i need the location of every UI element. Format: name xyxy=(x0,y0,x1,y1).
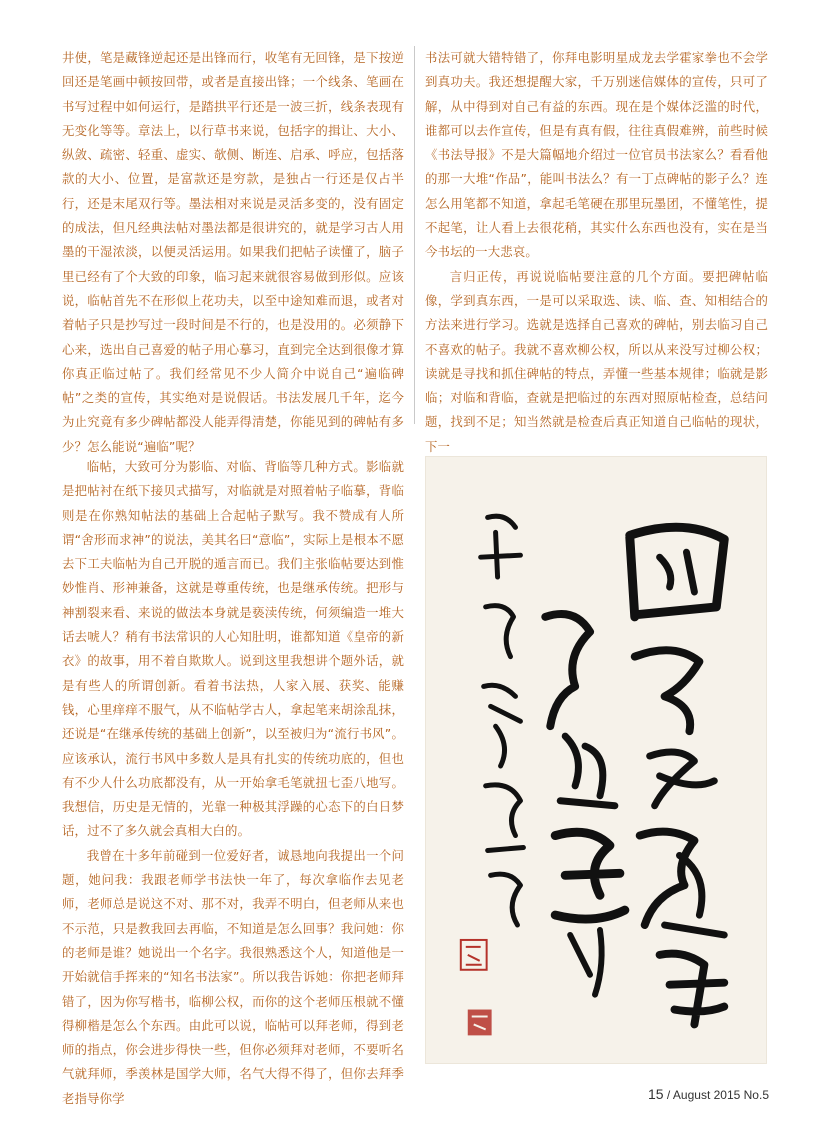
paragraph: 井使，笔是藏锋逆起还是出锋而行，收笔有无回锋，是下按逆回还是笔画中顿按回带，或者是直接出锋；一个线条、笔画在书写过程中如何运行，是踏拱平行还是一波三折，线条表现有无变化等等。章法上，以行草书来说，包括字的揖让、大小、纵敛、疏密、轻重、虚实、欹侧、断连、启承、呼应，包括落款的大小、位置，是富款还是穷款，是独占一行还是仅占半行，还是末尾双行等。墨法相对来说是灵活多变的，没有固定的成法，但凡经典法帖对墨法都是很讲究的，就是学习古人用墨的干湿浓淡，以便灵活运用。如果我们把帖子读懂了，脑子里已经有了个大致的印象，临习起来就很容易做到形似。应该说，临帖首先不在形似上花功夫，以至中途知难而退，或者对着帖子只是抄写过一段时间是不行的，也是没用的。必须静下心来，选出自己喜爱的帖子用心摹习，直到完全达到很像才算你真正临过帖了。我们经常见不少人简介中说自己“遍临碑帖”之类的宣传，其实绝对是说假话。书法发展几千年，迄今为止究竟有多少碑帖都没人能弄得清楚，你能见到的碑帖有多少？怎么能说“遍临”呢？ xyxy=(62,50,404,454)
issue-label: August 2015 No.5 xyxy=(672,1088,769,1102)
page-number: 15 xyxy=(648,1086,664,1102)
paragraph: 书法可就大错特错了，你拜电影明星成龙去学霍家拳也不会学到真功夫。我还想提醒大家，千万别迷信媒体的宣传，只可了解，从中得到对自己有益的东西。现在是个媒体泛滥的时代，谁都可以去作宣传，但是有真有假，往往真假难辨，前些时候《书法导报》不是大篇幅地介绍过一位官员书法家么？看看他的那一大堆“作品”，能叫书法么？有一丁点碑帖的影子么？连怎么用笔都不知道，拿起毛笔硬在那里玩墨团，不懂笔性，提不起笔，让人看上去很花稍，其实什么东西也没有，实在是当今书坛的一大悲哀。 xyxy=(425,50,768,260)
calligraphy-artwork xyxy=(425,456,767,1064)
column-divider xyxy=(414,46,415,424)
left-column-top-text xyxy=(62,46,404,454)
calligraphy-scroll-icon xyxy=(426,457,766,1063)
paragraph: 我曾在十多年前碰到一位爱好者，诚恳地向我提出一个问题，她问我：我跟老师学书法快一年了，每次拿临作去见老师，老师总是说这不对、那不对，我弄不明白，但老师从来也不示范，只是教我回去再临，不知道是怎么回事？我问她：你的老师是谁？她说出一个名字。我很熟悉这个人，知道他是一开始就信手挥来的“知名书法家”。所以我告诉她：你把老师拜错了，因为你写楷书，临柳公权，而你的这个老师压根就不懂得柳楷是怎么个东西。由此可以说，临帖可以拜老师，得到老师的指点，你会进步得快一些，但你必须拜对老师，不要听名气就拜师，季羡林是国学大师，名气大得不得了，但你去拜季老指导你学 xyxy=(62,847,404,1106)
paragraph: 临帖，大致可分为影临、对临、背临等几种方式。影临就是把帖衬在纸下接贝式描写，对临就是对照着帖子临摹，背临则是在你熟知帖法的基础上合起帖子默写。我不赞成有人所谓“舍形而求神”的说法，美其名曰“意临”，实际上是根本不愿去下工夫临帖为自己开脱的遁言而已。我们主张临帖要达到惟妙惟肖、形神兼备，这就是尊重传统，也是继承传统。把形与神割裂来看、来说的做法本身就是亵渎传统，何须编造一堆大话去唬人？稍有书法常识的人心知肚明，谁都知道《皇帝的新衣》的故事，用不着自欺欺人。说到这里我想讲个题外话，就是有些人的所谓创新。看着书法热，人家入展、获奖、能赚钱，心里痒痒不服气，从不临帖学古人，拿起笔来胡涂乱抹，还说是“在继承传统的基础上创新”，以至被归为“流行书风”。应该承认，流行书风中多数人是具有扎实的传统功底的，但也有不少人什么功底都没有，从一开始拿毛笔就扭七歪八地写。我想信，历史是无情的，光靠一种极其浮躁的心态下的白日梦话，过不了多久就会真相大白的。 xyxy=(62,459,404,839)
left-column-bottom-text xyxy=(62,455,404,1106)
paragraph: 言归正传，再说说临帖要注意的几个方面。要把碑帖临像，学到真东西，一是可以采取选、读、临、查、知相结合的方法来进行学习。选就是选择自己喜欢的碑帖，别去临习自己不喜欢的帖子。我就不喜欢柳公权，所以从来没写过柳公权；读就是寻找和抓住碑帖的特点，弄懂一些基本规律；临就是影临；对临和背临，查就是把临过的东西对照原帖检查，总结问题，找到不足；知当然就是检查后真正知道自己临帖的现状，下一 xyxy=(425,268,768,454)
page-footer xyxy=(648,1086,769,1102)
right-column-top-text xyxy=(425,46,768,454)
footer-separator: / xyxy=(663,1088,673,1102)
